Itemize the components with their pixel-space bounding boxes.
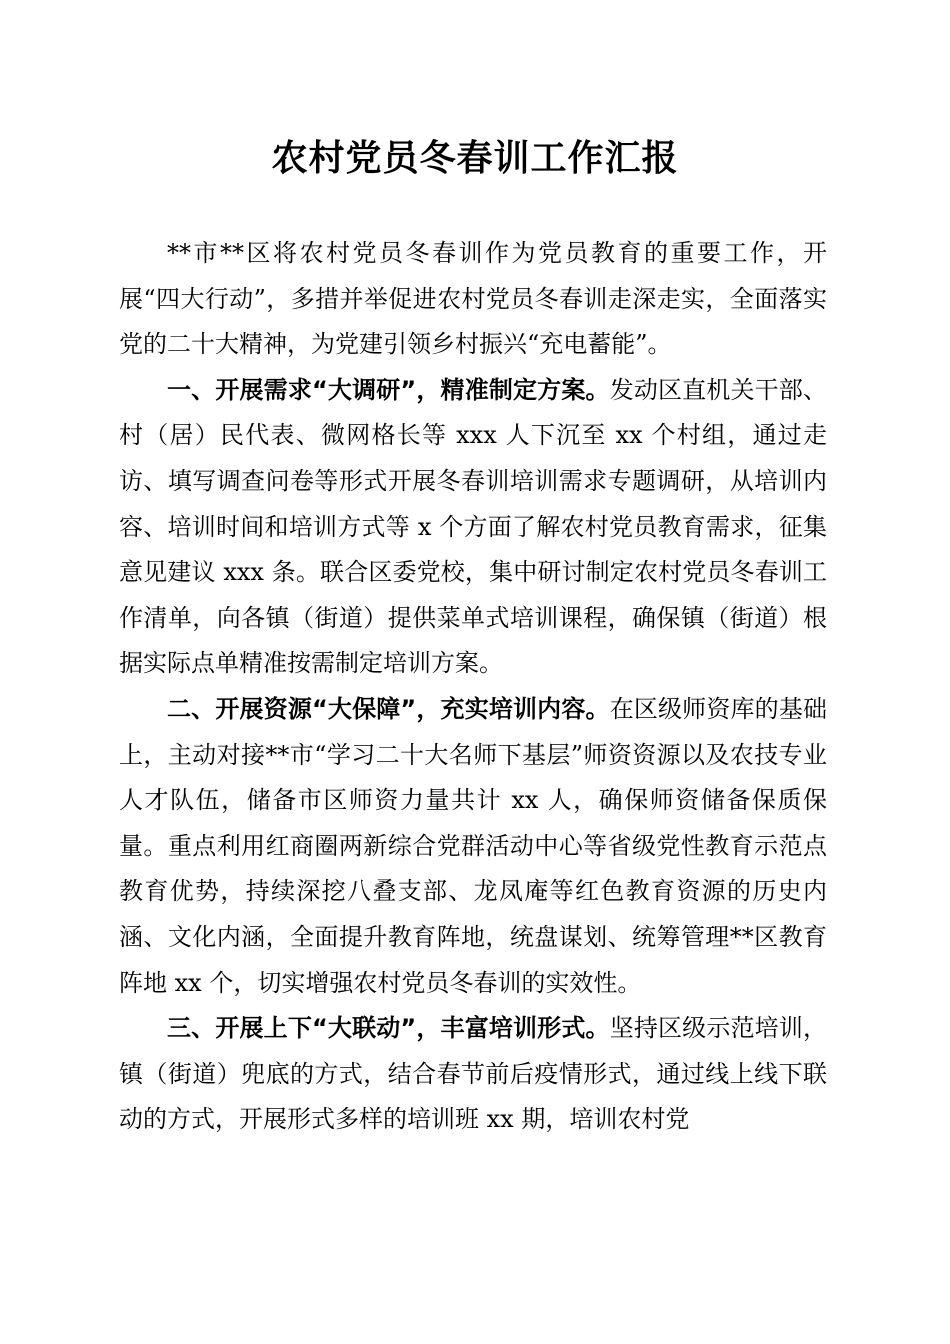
- intro-paragraph: [119, 231, 827, 368]
- section-1-heading: 一、开展需求“大调研”，精准制定方案。: [167, 375, 610, 404]
- document-title: 农村党员冬春训工作汇报: [271, 137, 679, 179]
- paragraph-text: 在区级师资库的基础上，主动对接**市“学习二十大名师下基层”师资资源以及农技专业人才队伍，储备市区师资力量共计 xx 人，确保师资储备保质保量。重点利用红商圈两新综合党群活动中心等省级党性教育示范点教育优势，持续深挖八叠支部、龙凤庵等红色教育资源的历史内涵、文化内涵，全面提升教育阵地，统盘谋划、统筹管理**区教育阵地 xx 个，切实增强农村党员冬春训的实效性。: [119, 694, 828, 997]
- section-2-paragraph: [119, 687, 827, 1006]
- section-1-paragraph: [119, 368, 827, 687]
- document-body: [119, 231, 827, 1143]
- section-3-heading: 三、开展上下“大联动”，丰富培训形式。: [167, 1014, 610, 1043]
- section-3-paragraph: [119, 1006, 827, 1143]
- paragraph-text: 坚持区级示范培训，镇（街道）兜底的方式，结合春节前后疫情形式，通过线上线下联动的方式，开展形式多样的培训班 xx 期，培训农村党: [119, 1014, 828, 1134]
- paragraph-text: 发动区直机关干部、村（居）民代表、微网格长等 xxx 人下沉至 xx 个村组，通过走访、填写调查问卷等形式开展冬春训培训需求专题调研，从培训内容、培训时间和培训方式等 x 个方面了解农村党员教育需求，征集意见建议 xxx 条。联合区委党校，集中研讨制定农村党员冬春训工作清单，向各镇（街道）提供菜单式培训课程，确保镇（街道）根据实际点单精准按需制定培训方案。: [119, 375, 828, 678]
- paragraph-text: **市**区将农村党员冬春训作为党员教育的重要工作，开展“四大行动”，多措并举促进农村党员冬春训走深走实，全面落实党的二十大精神，为党建引领乡村振兴“充电蓄能”。: [119, 239, 827, 359]
- section-2-heading: 二、开展资源“大保障”，充实培训内容。: [167, 694, 610, 723]
